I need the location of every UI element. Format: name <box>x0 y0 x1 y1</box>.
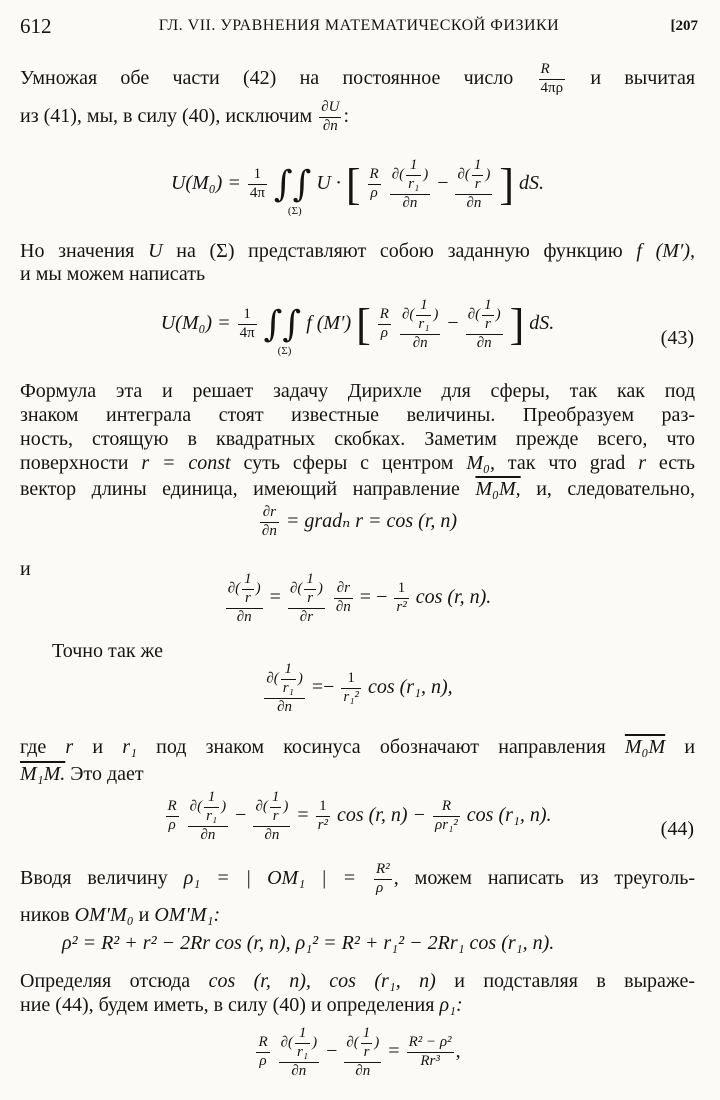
text-line: поверхности r = const суть сферы с центром M₀, так что grad r есть <box>20 452 696 474</box>
page-header <box>20 14 698 42</box>
equation-d-inv-r1: ∂( $\frac{1}{\text{r₁}}$ ) ∂n =− $\frac{1}{\text{r₁²}}$ cos (r₁, n), <box>266 661 453 715</box>
text-line: Умножая обе части (42) на постоянное число $\frac{R}{4\pi\rho}$ и вычитая <box>20 61 696 96</box>
equation-law-of-cosines: ρ² = R² + r² − 2Rr cos (r, n), ρ₁² = R² + r₁² − 2Rr₁ cos (r₁, n). <box>62 932 555 954</box>
equation-43: U(M₀) = $\frac{1}{4\pi}$ ∫∫ (Σ) f (M′) [ $\frac{R}{\rho}$ ∂( $\frac{1}{\text{r₁}}$ ) ∂n − ∂( $\frac{1}{r}$ ) ∂n ] dS. <box>160 297 555 358</box>
text-line: ников OM′M₀ и OM′M₁: <box>20 904 221 926</box>
equation-grad: $\frac{\partial r}{\partial n}$ = gradₙ r = cos (r, n) <box>261 504 458 539</box>
equation-final: $\frac{R}{\rho}$ ∂( $\frac{1}{\text{r₁}}$ ) ∂n − ∂( $\frac{1}{r}$ ) ∂n = $\frac{\text{R² − ρ²}}{\text{Rr³}}$ , <box>258 1025 461 1079</box>
text-line: где r и r₁ под знаком косинуса обозначают направления M₀M и <box>20 736 696 758</box>
equation-number: (44) <box>660 818 694 840</box>
equation-d-inv-r: ∂( $\frac{1}{r}$ ) ∂n = ∂( $\frac{1}{r}$ ) ∂r $\frac{\partial r}{\partial n}$ = − $\frac{1}{\text{r²}}$ cos (r, n). <box>227 571 492 625</box>
page-number: 612 <box>20 14 52 38</box>
text-line: ность, стоящую в квадратных скобках. Заметим прежде всего, что <box>20 428 695 450</box>
text-line: из (41), мы, в силу (40), исключим $\frac{\partial U}{\partial n}$ : <box>20 99 350 134</box>
section-number: [207 <box>670 18 698 34</box>
text-line: вектор длины единица, имеющий направление M₀M, и, следовательно, <box>20 478 696 500</box>
text-line: Формула эта и решает задачу Дирихле для сферы, так как под <box>20 380 695 402</box>
text-line: Точно так же <box>52 640 163 662</box>
text-line: ние (44), будем иметь, в силу (40) и определения ρ₁: <box>20 994 463 1016</box>
text-line: M₁M. Это дает <box>20 763 144 785</box>
text-line: и мы можем написать <box>20 263 206 285</box>
running-title: ГЛ. VII. УРАВНЕНИЯ МАТЕМАТИЧЕСКОЙ ФИЗИКИ <box>158 17 560 34</box>
text-line: Вводя величину ρ₁ = | OM₁ | = $\frac{\text{R²}}{\rho}$ , можем написать из треуголь- <box>20 861 695 896</box>
text-line: Определяя отсюда cos (r, n), cos (r₁, n) и подставляя в выраже- <box>20 970 696 992</box>
text-line: и <box>20 558 31 580</box>
equation-44: $\frac{R}{\rho}$ ∂( $\frac{1}{\text{r₁}}$ ) ∂n − ∂( $\frac{1}{r}$ ) ∂n = $\frac{1}{\text{r²}}$ cos (r, n) − $\frac{R}{\text{ρr₁²}}$ cos (r₁, n). <box>167 789 552 843</box>
text-line: Но значения U на (Σ) представляют собою заданную функцию f (M′), <box>20 240 696 262</box>
equation-number: (43) <box>660 327 694 349</box>
equation-u-m0: U(M₀) = $\frac{1}{4\pi}$ ∫∫ (Σ) U · [ $\frac{R}{\rho}$ ∂( $\frac{1}{\text{r₁}}$ ) ∂n − ∂( $\frac{1}{r}$ ) ∂n ] dS. <box>170 157 545 218</box>
text-line: знаком интеграла стоят известные величины. Преобразуем раз- <box>20 404 695 426</box>
